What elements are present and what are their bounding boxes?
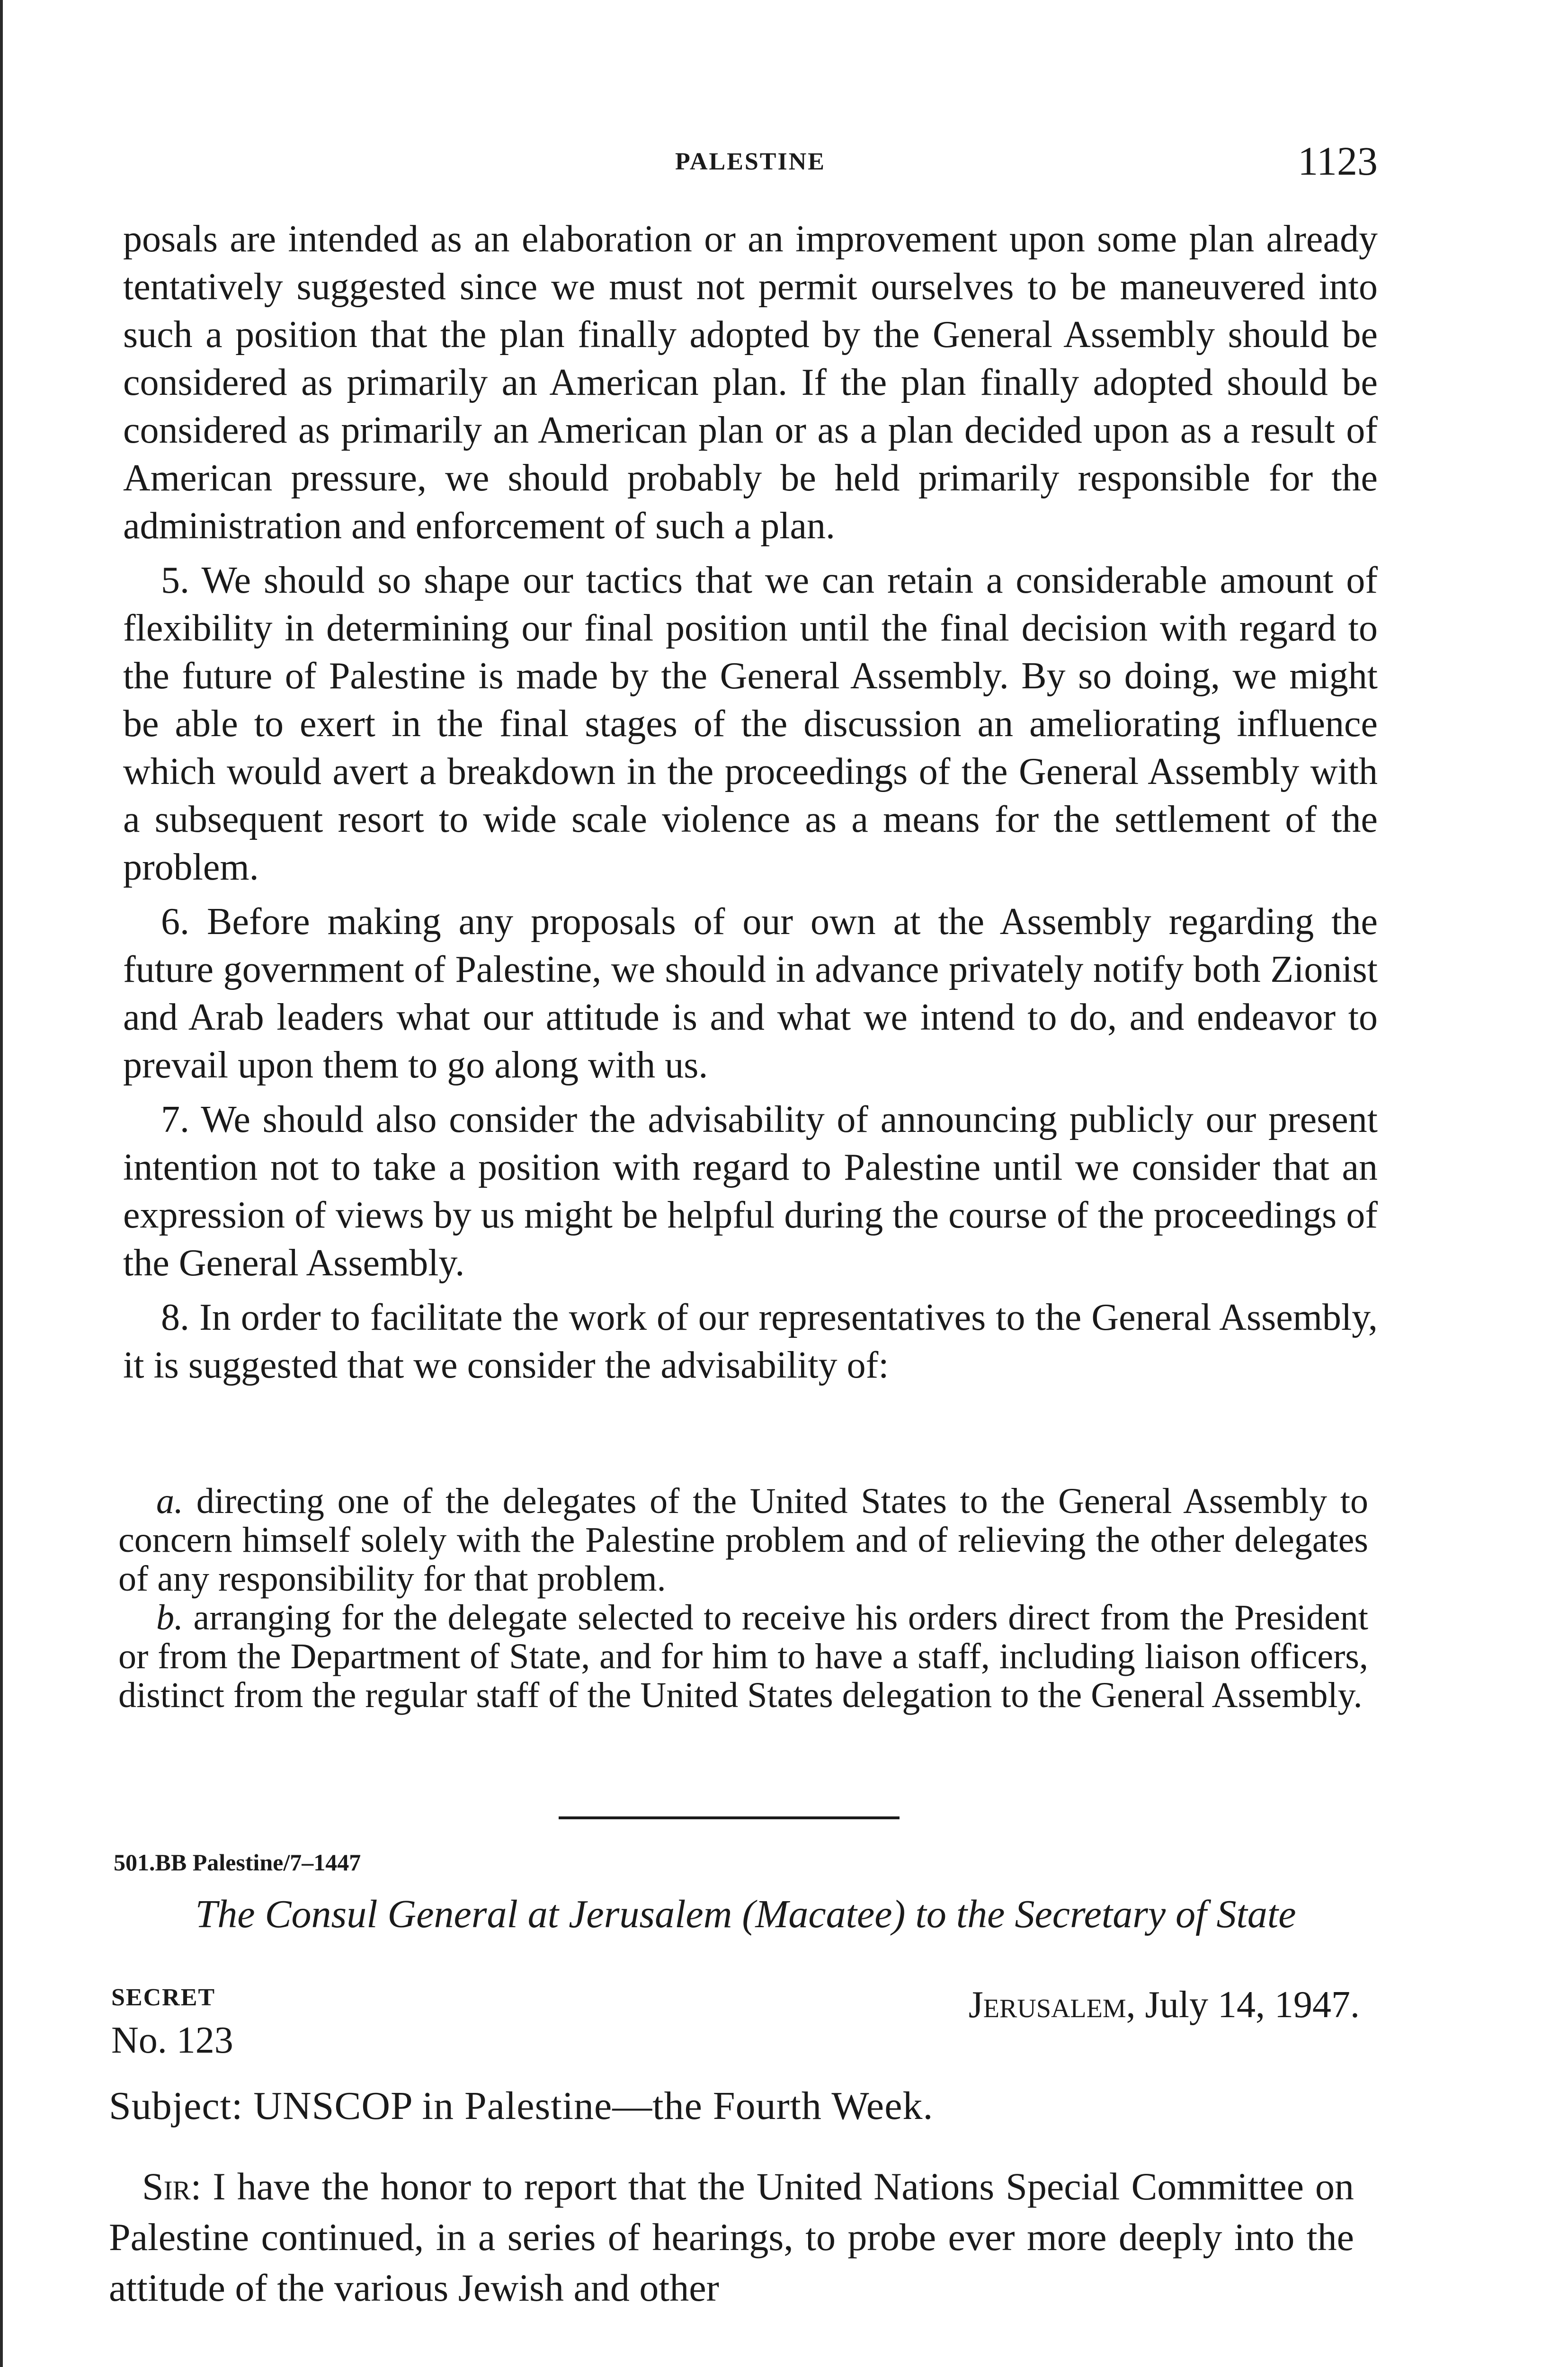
page-number: 1123 [1298, 138, 1378, 184]
paragraph-8: 8. In order to facilitate the work of our representatives to the General Assembly, it is suggested that we consider the advisability of: [123, 1297, 1378, 1386]
suggestion-b [118, 1598, 1368, 1715]
continuation-paragraph: posals are intended as an elaboration or an improvement upon some plan already tentatively suggested since we must not permit ourselves to be maneuvered into such a position that the plan finally adopted by the General Assembly should be considered as primarily an American plan. If the plan finally adopted should be considered as primarily an American plan or as a plan decided upon as a result of American pressure, we should probably be held primarily responsible for the administration and enforcement of such a plan. [123, 218, 1378, 547]
subject-line: Subject: UNSCOP in Palestine—the Fourth Week. [109, 2084, 934, 2128]
suggestion-a-letter: a. [156, 1481, 183, 1521]
document-date: July 14, 1947. [1145, 1984, 1360, 2026]
place-name: Jerusalem, [968, 1984, 1136, 2026]
section-divider [559, 1816, 900, 1819]
letter-opening-text: I have the honor to report that the United Nations Special Committee on Palestine continued, in a series of hearings, to probe ever more deeply into the attitude of the various Jewish and other [109, 2165, 1354, 2309]
paragraph-6: 6. Before making any proposals of our own at the Assembly regarding the future government of Palestine, we should in advance privately notify both Zionist and Arab leaders what our attitude is and what we intend to do, and endeavor to prevail upon them to go along with us. [123, 901, 1378, 1086]
salutation: Sir: [142, 2165, 202, 2208]
running-head: PALESTINE [675, 148, 826, 175]
body-text [123, 215, 1378, 1389]
page-edge [0, 0, 3, 2367]
file-number: 501.BB Palestine/7–1447 [114, 1849, 361, 1876]
suggestion-a-text: directing one of the delegates of the United States to the General Assembly to concern himself solely with the Palestine problem and of relieving the other delegates of any responsibility for that problem. [118, 1481, 1369, 1599]
document-title: The Consul General at Jerusalem (Macatee) to the Secretary of State [195, 1892, 1296, 1936]
suggestion-list [118, 1482, 1368, 1715]
paragraph-5: 5. We should so shape our tactics that we can retain a considerable amount of flexibility in determining our final position until the final decision with regard to the future of Palestine is made by the General Assembly. By so doing, we might be able to exert in the final stages of the discussion an ameliorating influence which would avert a breakdown in the proceedings of the General Assembly with a subsequent resort to wide scale violence as a means for the settlement of the problem. [123, 560, 1378, 888]
place-date-line [969, 1984, 1360, 2027]
suggestion-a [118, 1482, 1368, 1598]
classification-label: SECRET [111, 1984, 216, 2011]
suggestion-b-text: arranging for the delegate selected to receive his orders direct from the President or from the Department of State, and for him to have a staff, including liaison officers, distinct from the regular staff of the United States delegation to the General Assembly. [118, 1598, 1369, 1715]
paragraph-7: 7. We should also consider the advisability of announcing publicly our present intention not to take a position with regard to Palestine until we consider that an expression of views by us might be helpful during the course of the proceedings of the General Assembly. [123, 1099, 1378, 1284]
suggestion-b-letter: b. [156, 1598, 183, 1637]
document-number: No. 123 [111, 2020, 233, 2061]
letter-opening [109, 2161, 1354, 2313]
page-header [123, 137, 1378, 194]
